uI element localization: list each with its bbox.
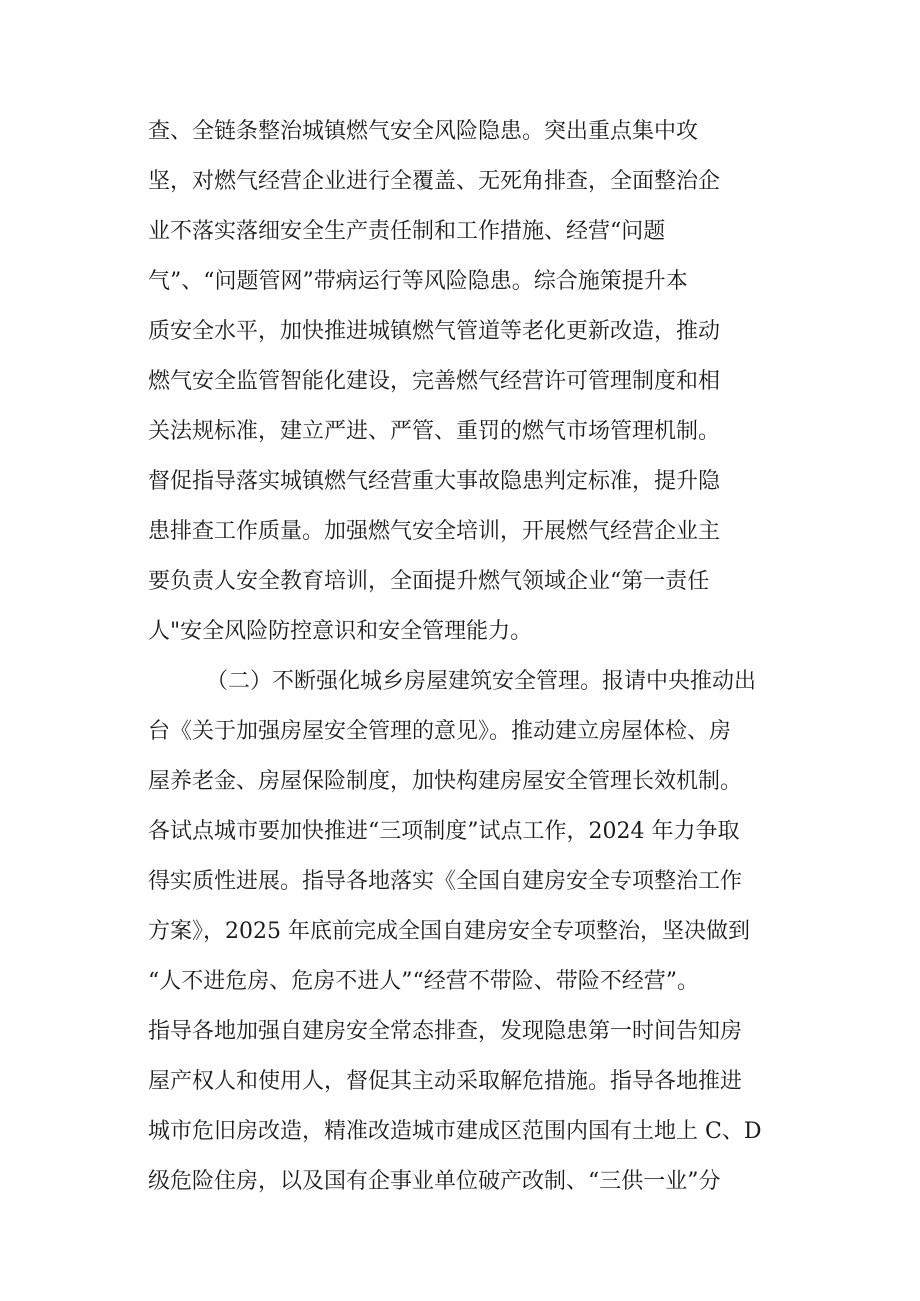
- text-line: 各试点城市要加快推进“三项制度”试点工作，2024 年力争取: [148, 819, 740, 844]
- text-line: 台《关于加强房屋安全管理的意见》。推动建立房屋体检、房: [148, 719, 732, 744]
- section-heading-line: （二）不断强化城乡房屋建筑安全管理。报请中央推动出: [206, 669, 757, 694]
- text-line: “人不进危房、危房不进人”“经营不带险、带险不经营”。: [148, 969, 699, 994]
- text-line: 质安全水平，加快推进城镇燃气管道等老化更新改造，推动: [148, 319, 721, 344]
- text-line: 业不落实落细安全生产责任制和工作措施、经营“问题: [148, 219, 666, 244]
- text-line: 坚，对燃气经营企业进行全覆盖、无死角排查，全面整治企: [148, 169, 721, 194]
- text-line: 屋产权人和使用人，督促其主动采取解危措施。指导各地推进: [148, 1069, 743, 1094]
- text-line: 督促指导落实城镇燃气经营重大事故隐患判定标准，提升隐: [148, 469, 721, 494]
- text-line: 级危险住房，以及国有企事业单位破产改制、“三供一业”分: [148, 1169, 721, 1194]
- text-line: 屋养老金、房屋保险制度，加快构建房屋安全管理长效机制。: [148, 769, 743, 794]
- text-line: 城市危旧房改造，精准改造城市建成区范围内国有土地上 C、D: [148, 1119, 762, 1144]
- text-line: 气”、“问题管网”带病运行等风险隐患。综合施策提升本: [148, 269, 688, 294]
- text-line: 查、全链条整治城镇燃气安全风险隐患。突出重点集中攻: [148, 119, 699, 144]
- text-line: 燃气安全监管智能化建设，完善燃气经营许可管理制度和相: [148, 369, 721, 394]
- text-line: 患排查工作质量。加强燃气安全培训，开展燃气经营企业主: [148, 519, 721, 544]
- text-line: 指导各地加强自建房安全常态排查，发现隐患第一时间告知房: [148, 1019, 743, 1044]
- text-line: 人"安全风险防控意识和安全管理能力。: [148, 619, 533, 644]
- text-line: 得实质性进展。指导各地落实《全国自建房安全专项整治工作: [148, 869, 743, 894]
- text-line: 要负责人安全教育培训，全面提升燃气领域企业“第一责任: [148, 569, 710, 594]
- text-line: 关法规标准，建立严进、严管、重罚的燃气市场管理机制。: [148, 419, 721, 444]
- text-line: 方案》，2025 年底前完成全国自建房安全专项整治，坚决做到: [148, 919, 750, 944]
